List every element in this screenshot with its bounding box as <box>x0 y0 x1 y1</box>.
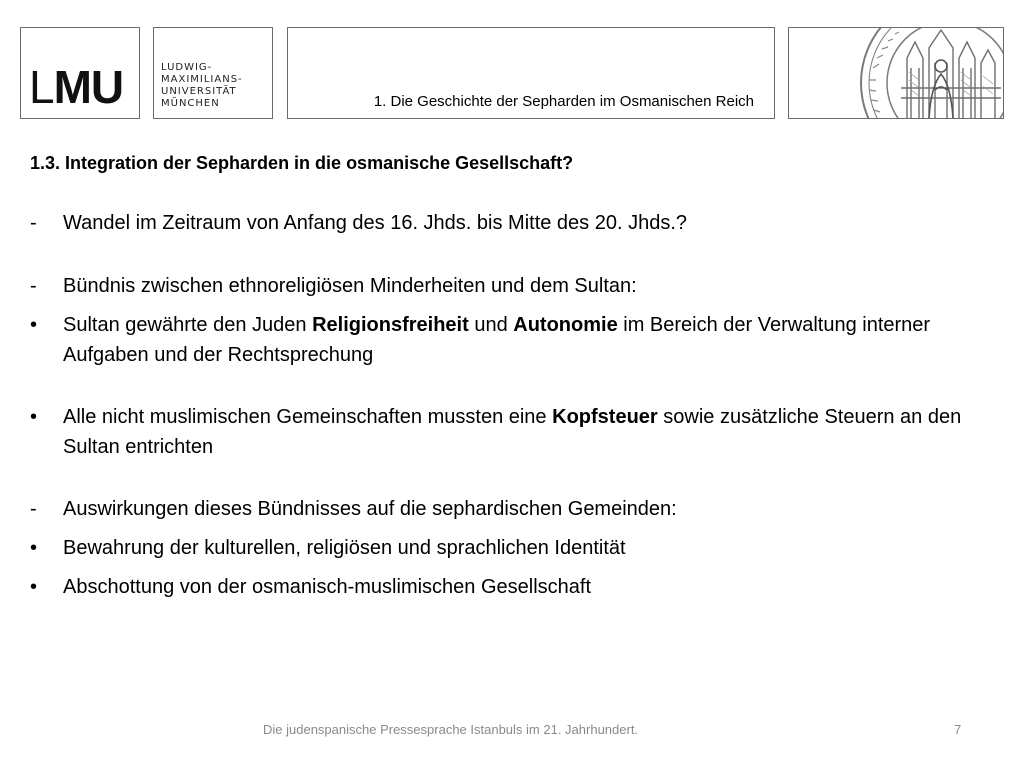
list-item-text: Alle nicht muslimischen Gemeinschaften mussten eine Kopfsteuer sowie zusätzliche Steuern an den Sultan entrichten <box>63 406 962 458</box>
emphasis-autonomie: Autonomie <box>513 314 618 336</box>
bullet-marker: • <box>30 576 38 598</box>
bullet-marker: • <box>30 314 38 336</box>
list-item <box>30 533 1005 563</box>
list-item-text: Sultan gewährte den Juden Religionsfreiheit und Autonomie im Bereich der Verwaltung interner Aufgaben und der Rechtsprechung <box>63 314 931 366</box>
seal-box <box>788 27 1004 119</box>
bullet-marker: • <box>30 406 38 428</box>
section-title: 1. Die Geschichte der Sepharden im Osmanischen Reich <box>373 93 754 110</box>
lmu-logo-box <box>20 27 140 119</box>
list-item <box>30 494 1005 524</box>
list-item <box>30 402 1005 462</box>
lmu-logo: LMU <box>29 61 124 113</box>
list-item-text: Bewahrung der kulturellen, religiösen und sprachlichen Identität <box>63 537 626 559</box>
list-item <box>30 572 1005 602</box>
footer-text: Die judenspanische Pressesprache Istanbuls im 21. Jahrhundert. <box>263 722 639 737</box>
list-item <box>30 271 1005 301</box>
dash-marker: - <box>30 212 37 234</box>
university-name-box <box>153 27 273 119</box>
emphasis-kopfsteuer: Kopfsteuer <box>552 406 658 428</box>
list-item <box>30 208 1005 238</box>
university-name: LUDWIG- MAXIMILIANS- UNIVERSITÄT MÜNCHEN <box>161 62 243 109</box>
list-item <box>30 310 1005 370</box>
list-item-text: Wandel im Zeitraum von Anfang des 16. Jhds. bis Mitte des 20. Jhds.? <box>63 212 688 234</box>
dash-marker: - <box>30 275 37 297</box>
section-title-box <box>287 27 775 119</box>
page-number: 7 <box>954 722 962 737</box>
emphasis-religionsfreiheit: Religionsfreiheit <box>312 314 469 336</box>
bullet-marker: • <box>30 537 38 559</box>
slide-heading: 1.3. Integration der Sepharden in die osmanische Gesellschaft? <box>30 153 574 173</box>
list-item-text: Auswirkungen dieses Bündnisses auf die sephardischen Gemeinden: <box>63 498 677 520</box>
university-seal-icon <box>789 28 1003 118</box>
dash-marker: - <box>30 498 37 520</box>
list-item-text: Abschottung von der osmanisch-muslimischen Gesellschaft <box>63 576 592 598</box>
list-item-text: Bündnis zwischen ethnoreligiösen Minderheiten und dem Sultan: <box>63 275 637 297</box>
